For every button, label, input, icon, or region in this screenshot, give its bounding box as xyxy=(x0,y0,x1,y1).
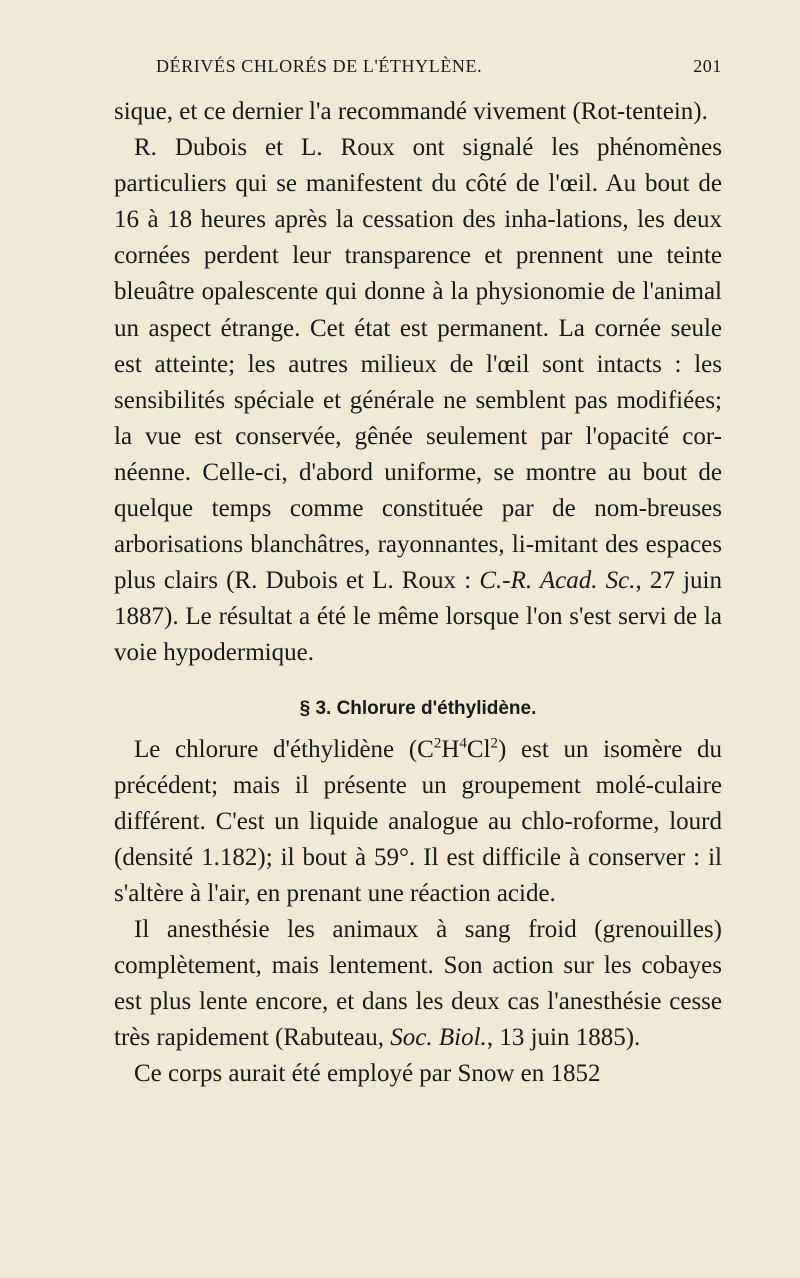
paragraph-snow xyxy=(114,1056,722,1092)
running-head xyxy=(114,56,722,86)
paragraph-text: ) est un isomère du précédent; mais il présente un groupement molé-culaire différent. C'est un liquide analogue au chlo-roforme, lourd (densité 1.182); il bout à 59°. Il est difficile à conserver : il s'altère à l'air, en prenant une réaction acide. xyxy=(114,735,722,907)
formula-subscript: 2 xyxy=(433,735,442,752)
paragraph-chlorure xyxy=(114,732,722,912)
paragraph-text: Ce corps aurait été employé par Snow en 1852 xyxy=(134,1060,601,1088)
formula-subscript: 2 xyxy=(490,735,499,752)
citation-journal: Soc. Biol. xyxy=(390,1024,487,1052)
page-number: 201 xyxy=(693,56,722,76)
body-text xyxy=(114,94,722,1092)
citation-journal: C.-R. Acad. Sc. xyxy=(479,567,636,595)
paragraph-dubois-roux xyxy=(114,130,722,671)
paragraph-text: Le chlorure d'éthylidène (C xyxy=(134,735,434,763)
paragraph-continuation xyxy=(114,94,722,130)
formula-element: H xyxy=(441,735,460,763)
citation-tail: , 27 juin 1887). Le résultat a été le même lorsque l'on s'est servi de la voie hypodermique. xyxy=(114,567,722,667)
running-title: DÉRIVÉS CHLORÉS DE L'ÉTHYLÈNE. xyxy=(156,56,483,76)
formula-element: Cl xyxy=(466,735,491,763)
section-heading: § 3. Chlorure d'éthylidène. xyxy=(299,697,537,719)
paragraph-text: sique, et ce dernier l'a recommandé vivement (Rot-tentein). xyxy=(114,98,708,125)
paragraph-text: R. Dubois et L. Roux ont signalé les phénomènes particuliers qui se manifestent du côté de l'œil. Au bout de 16 à 18 heures après la cessation des inha-lations, les deux cornées perdent leur transparence et prennent une teinte bleuâtre opalescente qui donne à la physionomie de l'animal un aspect étrange. Cet état est permanent. La cornée seule est atteinte; les autres milieux de l'œil sont intacts : les sensibilités spéciale et générale ne semblent pas modifiées; la vue est conservée, gênée seulement par l'opacité cor-néenne. Celle-ci, d'abord uniforme, se montre au bout de quelque temps comme constituée par de nom-breuses arborisations blanchâtres, rayonnantes, li-mitant des espaces plus clairs (R. Dubois et L. Roux : xyxy=(114,134,722,595)
citation-tail: , 13 juin 1885). xyxy=(486,1024,641,1052)
paragraph-anesthesie xyxy=(114,912,722,1056)
paragraph-text: Il anesthésie les animaux à sang froid (grenouilles) complètement, mais lentement. Son action sur les cobayes est plus lente encore, et dans les deux cas l'anesthésie cesse très rapidement (Rabuteau, xyxy=(114,915,722,1052)
formula-subscript: 4 xyxy=(459,735,467,752)
